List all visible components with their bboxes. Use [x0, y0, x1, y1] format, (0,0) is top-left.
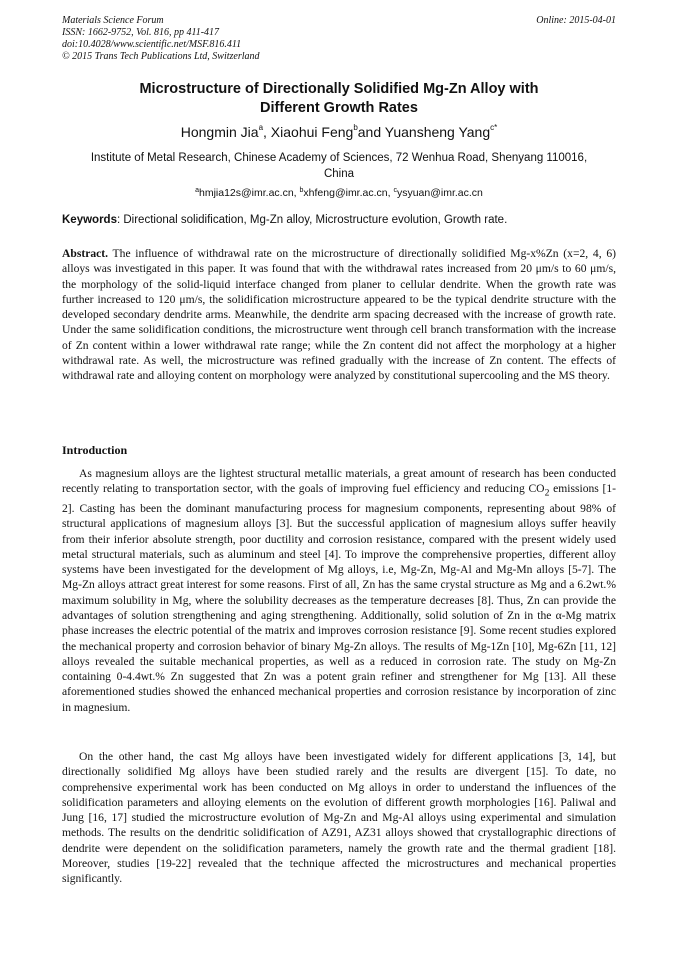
journal-header — [62, 15, 616, 65]
email-c[interactable]: ysyuan@imr.ac.cn — [396, 187, 483, 199]
author-2: Xiaohui Feng — [270, 124, 354, 140]
intro-paragraph-1 — [62, 466, 616, 715]
doi-line[interactable]: doi:10.4028/www.scientific.net/MSF.816.411 — [62, 39, 242, 50]
intro-p1-part-b: emissions [1-2]. Casting has been the dominant manufacturing process for magnesium components, representing about 98% of structural applications of magnesium alloys [3]. But the successful application of magnesium alloys suffer heavily from their inferior absolute strength, poor ductility and corrosion resistance, compared with the present widely used metal structural materials, such as aluminum and steel [4]. To improve the comprehensive properties, different alloy systems have been investigated for the development of Mg alloys, i.e, Mg-Zn, Mg-Al and Mg-Mn alloys [5-7]. The Mg-Zn alloys attract great interest for some reasons. First of all, Zn has the same crystal structure as Mg and a 6.2wt.% maximum solubility in Mg, where the solubility decreases as the temperature decreases [8]. Thus, Zn can provide the advantages of solution strengthening and aging strengthening. Additionally, solid solution of Zn in the α-Mg matrix phase increases the electric potential of the matrix and improves corrosion resistance [9]. Some recent studies explored the mechanical property and corrosion behavior of binary Mg-Zn alloys. The results of Mg-1Zn [10], Mg-6Zn [11, 12] alloys revealed the suitable mechanical properties, as well as a reduced in corrosion rate. The study on Mg-Zn containing 0-4.4wt.% Zn suggested that Zn was a potent grain refiner and strengthener for Mg [13]. All these aforementioned studies showed the enhanced mechanical properties and corrosion resistance by incorporation of zinc in magnesium. — [62, 482, 617, 714]
issn-line: ISSN: 1662-9752, Vol. 816, pp 411-417 — [62, 27, 220, 38]
author-and: and — [357, 124, 385, 140]
email-b-mark: b — [299, 187, 304, 194]
affiliation-line-1: Institute of Metal Research, Chinese Academy of Sciences, 72 Wenhua Road, Shenyang 110016, — [90, 152, 588, 164]
keywords-text: : Directional solidification, Mg-Zn alloy, Microstructure evolution, Growth rate. — [116, 214, 508, 226]
email-c-mark: c — [393, 187, 397, 194]
title-line-1: Microstructure of Directionally Solidified Mg-Zn Alloy with — [139, 81, 539, 97]
author-list — [62, 124, 616, 140]
affiliation-line-2: China — [323, 168, 355, 180]
author-3-mark: c* — [490, 123, 498, 132]
author-separator: , — [263, 124, 271, 140]
author-1-mark: a — [258, 123, 264, 132]
author-3: Yuansheng Yang — [384, 124, 491, 140]
email-a[interactable]: hmjia12s@imr.ac.cn, — [198, 187, 300, 199]
section-heading-introduction: Introduction — [62, 443, 128, 457]
email-list — [62, 187, 616, 199]
intro-p1-subscript: 2 — [544, 487, 550, 499]
copyright-line: © 2015 Trans Tech Publications Ltd, Switzerland — [62, 51, 260, 62]
abstract — [62, 246, 616, 384]
paper-title — [62, 80, 616, 118]
journal-info — [62, 15, 616, 63]
keywords — [62, 214, 616, 226]
email-a-mark: a — [195, 187, 199, 194]
author-2-mark: b — [353, 123, 358, 132]
affiliation — [62, 150, 616, 182]
title-line-2: Different Growth Rates — [260, 100, 418, 116]
intro-paragraph-2: On the other hand, the cast Mg alloys have been investigated widely for different applications [3, 14], but directionally solidified Mg alloys have been studied rarely and the results are divergent [15]. To date, no comprehensive experimental work has been conducted on Mg alloys in order to understand the influences of the solidification parameters and alloying elements on the evolution of different growth morphologies [16]. Paliwal and Jung [16, 17] studied the microstructure evolution of Mg-Zn and Mg-Al alloys using experimental and simulation methods. The results on the dendritic solidification of AZ91, AZ31 alloys showed that crystallographic directions of dendrite were dependent on the solidification parameters, namely the growth rate and the thermal gradient [18]. Moreover, studies [19-22] revealed that the technique affected the microstructures and mechanical properties significantly. — [62, 750, 616, 886]
abstract-text: The influence of withdrawal rate on the microstructure of directionally solidified Mg-x%Zn (x=2, 4, 6) alloys was investigated in this paper. It was found that with the withdrawal rates increased from 20 μm/s to 60 μm/s, the morphology of the solid-liquid interface changed from planer to cellular dendrite. When the growth rate was further increased to 120 μm/s, the solidification microstructure appeared to be the typical dendrite structure with the developed secondary dendrite arms. Meanwhile, the dendrite arm spacing decreased with the increase of growth rate. Under the same solidification conditions, the microstructure went through cell branch transformation with the increase of Zn content within a lower withdrawal rate range; while the Zn content did not affect the morphology at a higher withdrawal rate. As well, the microstructure was refined gradually with the increase of Zn content. The effects of withdrawal rate and alloying content on morphology were analyzed by constitutional supercooling and the MS theory. — [62, 247, 616, 383]
online-date: Online: 2015-04-01 — [536, 15, 616, 26]
intro-p1-part-a: As magnesium alloys are the lightest structural metallic materials, a great amount of research has been conducted recently relating to transportation sector, with the goals of improving fuel efficiency and reducing CO — [62, 467, 616, 496]
abstract-label: Abstract. — [62, 247, 109, 260]
email-b[interactable]: xhfeng@imr.ac.cn, — [303, 187, 394, 199]
journal-name: Materials Science Forum — [62, 15, 164, 26]
keywords-label: Keywords — [62, 214, 117, 226]
author-1: Hongmin Jia — [180, 124, 259, 140]
